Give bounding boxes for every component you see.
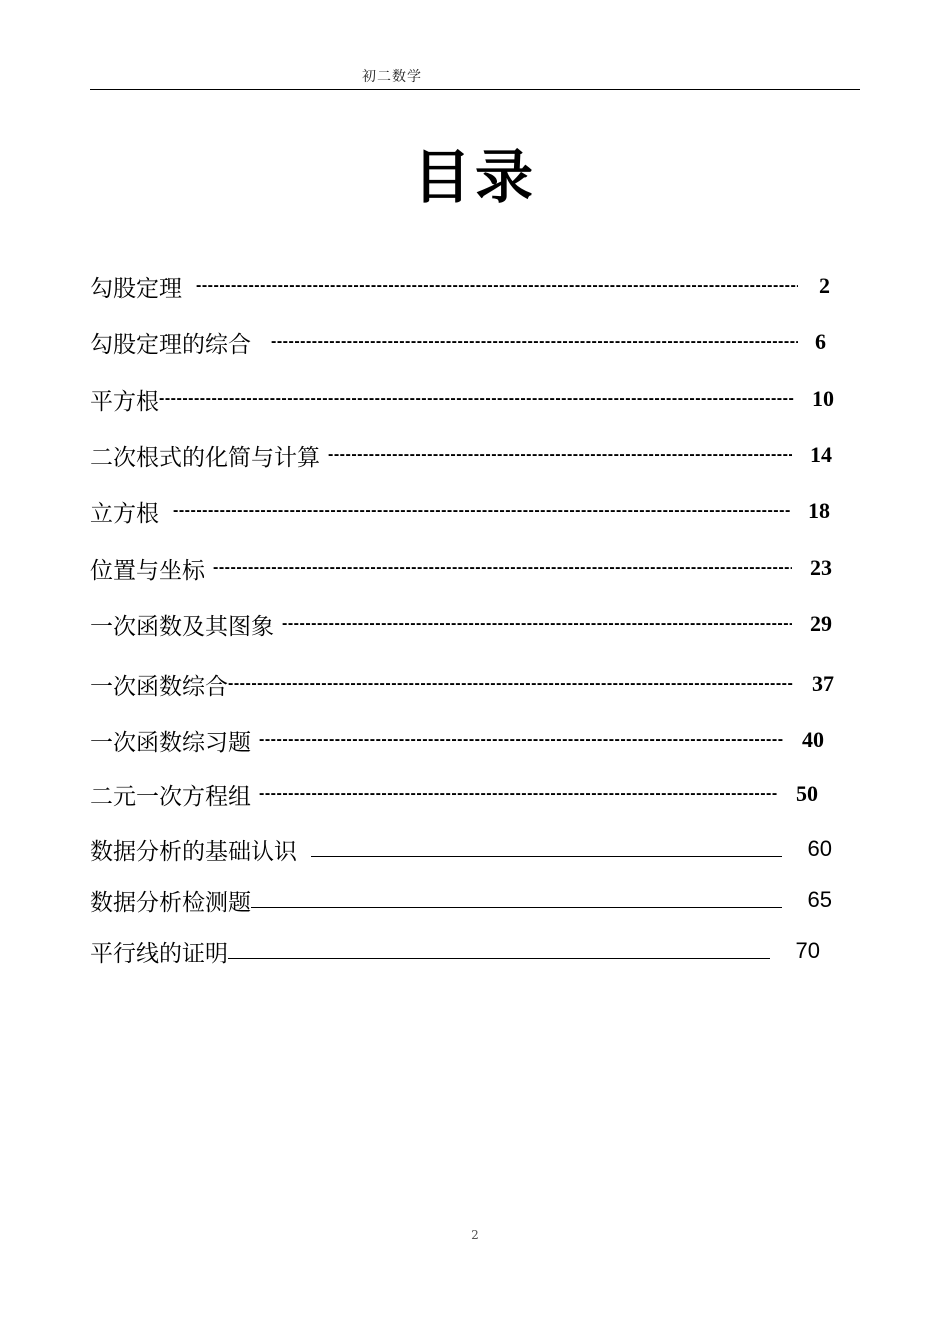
toc-entry-title: 勾股定理的综合: [90, 331, 251, 357]
toc-entry-shuju-jichu[interactable]: [90, 834, 832, 864]
toc-leader: [182, 271, 798, 301]
toc-entry-page: 29: [810, 611, 832, 636]
toc-entry-title: 数据分析检测题: [90, 889, 251, 915]
toc-entry-title: 一次函数及其图象: [90, 613, 274, 639]
toc-entry-gougu[interactable]: [90, 271, 830, 301]
toc-leader: [159, 384, 794, 414]
header-rule: [90, 89, 860, 90]
toc-leader: [228, 669, 794, 699]
toc-entry-yicihanshu-xiti[interactable]: [90, 725, 824, 755]
toc-leader: [274, 609, 792, 639]
toc-entry-pingxingxian[interactable]: [90, 936, 820, 966]
toc-leader: [297, 842, 786, 857]
toc-leader: [251, 779, 778, 809]
toc-entry-page: 37: [812, 671, 834, 696]
toc-leader: [228, 944, 774, 959]
toc-entry-page: 14: [810, 442, 832, 467]
toc-leader: [159, 496, 790, 526]
toc-entry-title: 二元一次方程组: [90, 783, 251, 809]
toc-entry-page: 65: [807, 887, 832, 912]
toc-entry-title: 一次函数综合: [90, 673, 228, 699]
toc-entry-page: 10: [812, 386, 834, 411]
toc-entry-page: 23: [810, 555, 832, 580]
toc-entry-title: 一次函数综习题: [90, 729, 251, 755]
toc-leader: [251, 725, 784, 755]
toc-entry-title: 二次根式的化简与计算: [90, 444, 320, 470]
toc-entry-weizhi-zuobiao[interactable]: [90, 553, 832, 583]
toc-leader: [320, 440, 792, 470]
toc-entry-gougu-zonghe[interactable]: [90, 327, 826, 357]
toc-entry-title: 平方根: [90, 388, 159, 414]
toc-entry-eryuan-fangchengzu[interactable]: [90, 779, 818, 809]
page-title: 目录: [412, 143, 537, 211]
toc-entry-pingfanggen[interactable]: [90, 384, 834, 414]
footer-page-number: 2: [471, 1228, 479, 1242]
toc-entry-title: 数据分析的基础认识: [90, 838, 297, 864]
toc-leader: [251, 893, 786, 908]
toc-entry-shuju-jiance[interactable]: [90, 885, 832, 915]
toc-entry-title: 勾股定理: [90, 275, 182, 301]
toc-leader: [205, 553, 792, 583]
toc-entry-title: 平行线的证明: [90, 940, 228, 966]
toc-entry-title: 位置与坐标: [90, 557, 205, 583]
toc-entry-page: 70: [795, 938, 820, 963]
toc-entry-yicihanshu-zonghe[interactable]: [90, 669, 834, 699]
toc-entry-page: 2: [819, 273, 830, 298]
toc-leader: [251, 327, 798, 357]
toc-entry-page: 18: [808, 498, 830, 523]
toc-entry-page: 60: [807, 836, 832, 861]
toc-entry-page: 6: [815, 329, 826, 354]
toc-entry-title: 立方根: [90, 500, 159, 526]
toc-entry-lifanggen[interactable]: [90, 496, 830, 526]
toc-entry-page: 50: [796, 781, 818, 806]
toc-entry-ercigenshi[interactable]: [90, 440, 832, 470]
toc-entry-yicihanshu-tuxiang[interactable]: [90, 609, 832, 639]
page-header-text: 初二数学: [362, 69, 422, 85]
toc-entry-page: 40: [802, 727, 824, 752]
